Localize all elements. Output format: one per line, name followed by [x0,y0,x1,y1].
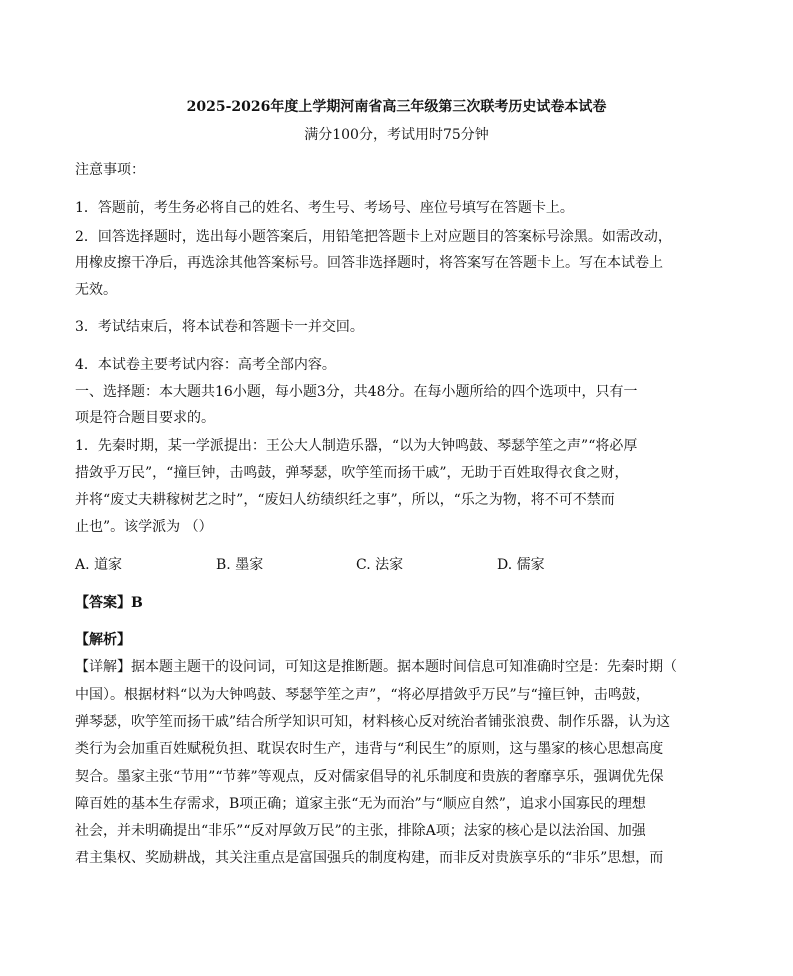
question-1-line-3: 并将“废丈夫耕稼树艺之时”，“废妇人纺绩织纴之事”，所以，“乐之为物，将不可不禁而 [75,492,615,508]
notice-heading: 注意事项： [75,162,145,178]
question-1-line-2: 措敛乎万民”，“撞巨钟，击鸣鼓，弹琴瑟，吹竽笙而扬干戚”，无助于百姓取得衣食之财， [75,465,629,481]
analysis-line-3: 弹琴瑟，吹竽笙而扬干戚”结合所学知识可知，材料核心反对统治者铺张浪费、制作乐器，认为这 [75,714,671,730]
notice-item-1: 1．答题前，考生务必将自己的姓名、考生号、考场号、座位号填写在答题卡上。 [75,200,574,216]
section-heading-line-1: 一、选择题：本大题共16小题，每小题3分，共48分。在每小题所给的四个选项中，只有一 [75,384,638,400]
notice-item-4: 4．本试卷主要考试内容：高考全部内容。 [75,357,336,373]
notice-item-2-line-3: 无效。 [75,282,117,298]
document-title: 2025-2026年度上学期河南省高三年级第三次联考历史试卷本试卷 [186,99,607,115]
analysis-line-8: 君主集权、奖励耕战，其关注重点是富国强兵的制度构建，而非反对贵族享乐的“非乐”思想，而 [75,850,664,866]
question-1-line-1: 1．先秦时期，某一学派提出：王公大人制造乐器，“以为大钟鸣鼓、琴瑟竽笙之声”“将必厚 [75,438,638,454]
option-a: A. 道家 [75,557,123,573]
analysis-line-5: 契合。墨家主张“节用”“节葬”等观点，反对儒家倡导的礼乐制度和贵族的奢靡享乐，强调优先保 [75,769,664,785]
notice-item-3: 3．考试结束后，将本试卷和答题卡一并交回。 [75,319,364,335]
option-d: D. 儒家 [497,557,545,573]
notice-item-2-line-1: 2．回答选择题时，选出每小题答案后，用铅笔把答题卡上对应题目的答案标号涂黑。如需改动， [75,229,672,245]
analysis-heading: 【解析】 [75,632,131,648]
analysis-line-6: 障百姓的基本生存需求，B项正确；道家主张“无为而治”与“顺应自然”，追求小国寡民的理想 [75,796,646,812]
option-c: C. 法家 [356,557,404,573]
option-b: B. 墨家 [216,557,264,573]
document-subtitle: 满分100分，考试用时75分钟 [304,127,489,143]
analysis-line-7: 社会，并未明确提出“非乐”“反对厚敛万民”的主张，排除A项；法家的核心是以法治国、加强 [75,823,646,839]
answer-label: 【答案】B [75,595,143,611]
analysis-line-2: 中国）。根据材料“以为大钟鸣鼓、琴瑟竽笙之声”，“将必厚措敛乎万民”与“撞巨钟，击鸣鼓， [75,687,650,703]
analysis-line-1: 【详解】据本题主题干的设问词，可知这是推断题。据本题时间信息可知准确时空是：先秦时期（ [75,659,677,675]
notice-item-2-line-2: 用橡皮擦干净后，再选涂其他答案标号。回答非选择题时，将答案写在答题卡上。写在本试卷上 [75,255,663,271]
question-1-line-4: 止也”。该学派为 （） [75,519,213,535]
section-heading-line-2: 项是符合题目要求的。 [75,410,215,426]
analysis-line-4: 类行为会加重百姓赋税负担、耽误农时生产，违背与“利民生”的原则，这与墨家的核心思想高度 [75,741,664,757]
